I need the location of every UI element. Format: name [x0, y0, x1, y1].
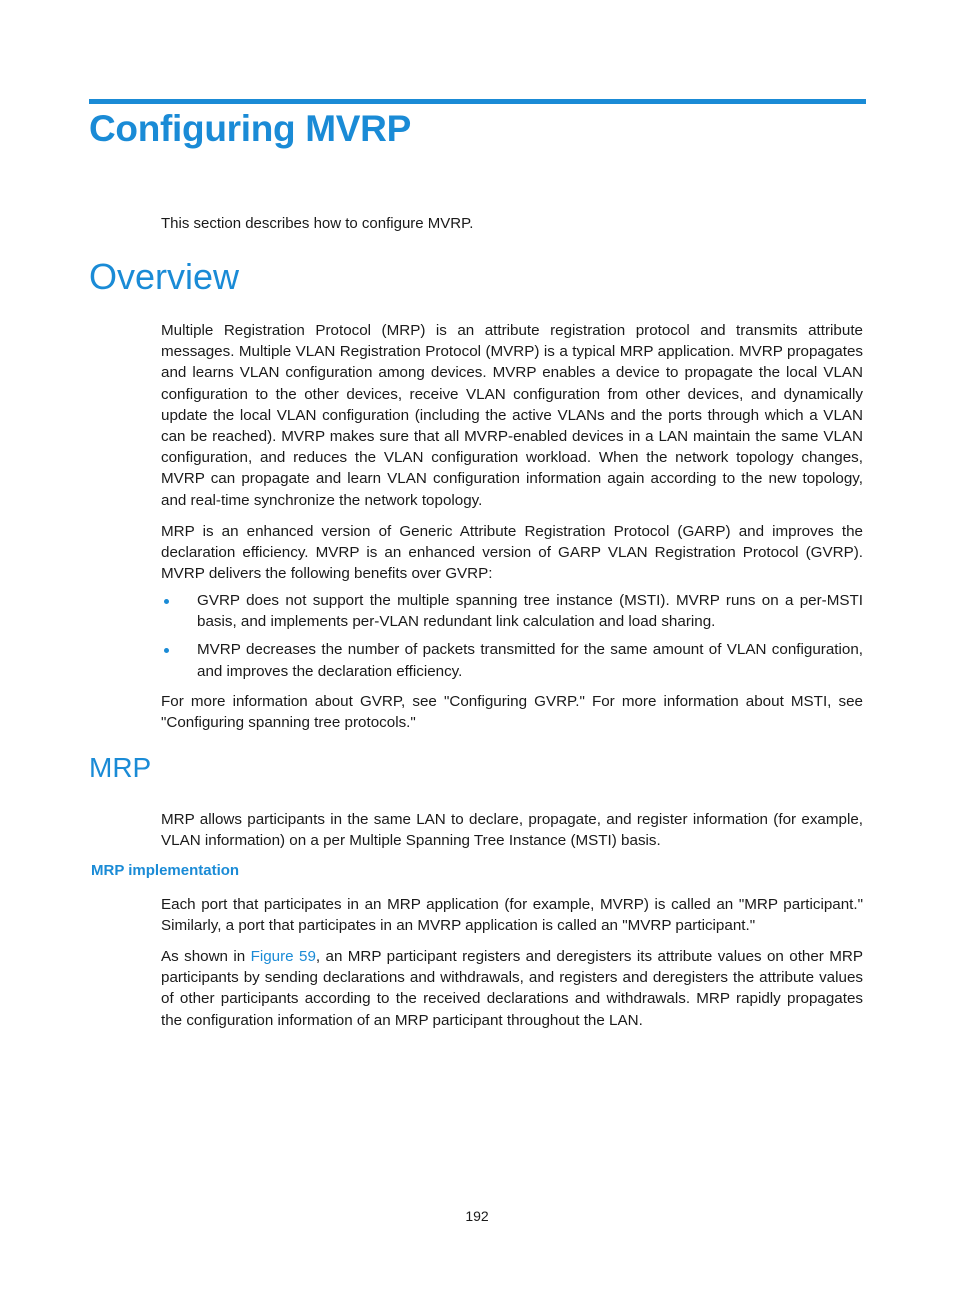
mrp-implementation-heading: MRP implementation	[91, 862, 240, 879]
overview-heading: Overview	[89, 256, 240, 297]
list-item	[161, 639, 863, 681]
overview-paragraph-2: MRP is an enhanced version of Generic Attribute Registration Protocol (GARP) and improves the declaration efficiency. MVRP is an enhanced version of GARP VLAN Registration Protocol (GVRP). MVRP delivers the following benefits over GVRP:	[161, 523, 863, 583]
chapter-intro: This section describes how to configure MVRP.	[161, 215, 474, 232]
list-item-text: GVRP does not support the multiple spanning tree instance (MSTI). MVRP runs on a per-MSTI basis, and implements per-VLAN redundant link calculation and load sharing.	[197, 592, 863, 631]
paragraph-text-start: As shown in	[161, 948, 251, 965]
list-item-text: MVRP decreases the number of packets transmitted for the same amount of VLAN configuration, and improves the declaration efficiency.	[197, 641, 863, 680]
mrp-implementation-paragraph-1: Each port that participates in an MRP application (for example, MVRP) is called an "MRP participant." Similarly, a port that participates in an MVRP application is called an "MVRP participant."	[161, 896, 863, 935]
title-rule	[89, 99, 866, 104]
bullet-icon	[164, 648, 169, 653]
mrp-heading: MRP	[89, 752, 152, 783]
bullet-icon	[164, 599, 169, 604]
overview-paragraph-1: Multiple Registration Protocol (MRP) is an attribute registration protocol and transmits attribute messages. Multiple VLAN Registration Protocol (MVRP) is a typical MRP application. MVRP propagates and learns VLAN configuration among devices. MVRP enables a device to propagate the local VLAN configuration to the other devices, receive VLAN configuration from other devices, and dynamically update the local VLAN configuration (including the active VLANs and the ports through which a VLAN can be reached). MVRP makes sure that all MVRP-enabled devices in a LAN maintain the same VLAN configuration, and reduces the VLAN configuration workload. When the network topology changes, MVRP can propagate and learn VLAN configuration information again according to the new topology, and real-time synchronize the network topology.	[161, 322, 863, 509]
paragraph-text-end: , an MRP participant registers and deregisters its attribute values on other MRP participants by sending declarations and withdrawals, and registers and deregisters the attribute values of other participants according to the received declarations and withdrawals. MRP rapidly propagates the configuration information of an MRP participant throughout the LAN.	[161, 948, 863, 1029]
benefits-list	[161, 590, 863, 689]
overview-paragraph-3: For more information about GVRP, see "Configuring GVRP." For more information about MSTI, see "Configuring spanning tree protocols."	[161, 693, 863, 732]
list-item	[161, 590, 863, 632]
mrp-paragraph-1: MRP allows participants in the same LAN to declare, propagate, and register information (for example, VLAN information) on a per Multiple Spanning Tree Instance (MSTI) basis.	[161, 811, 863, 850]
chapter-title: Configuring MVRP	[89, 108, 411, 149]
page-number: 192	[465, 1208, 489, 1224]
mrp-implementation-paragraph-2	[161, 946, 863, 1031]
figure-59-link[interactable]: Figure 59	[250, 948, 316, 965]
